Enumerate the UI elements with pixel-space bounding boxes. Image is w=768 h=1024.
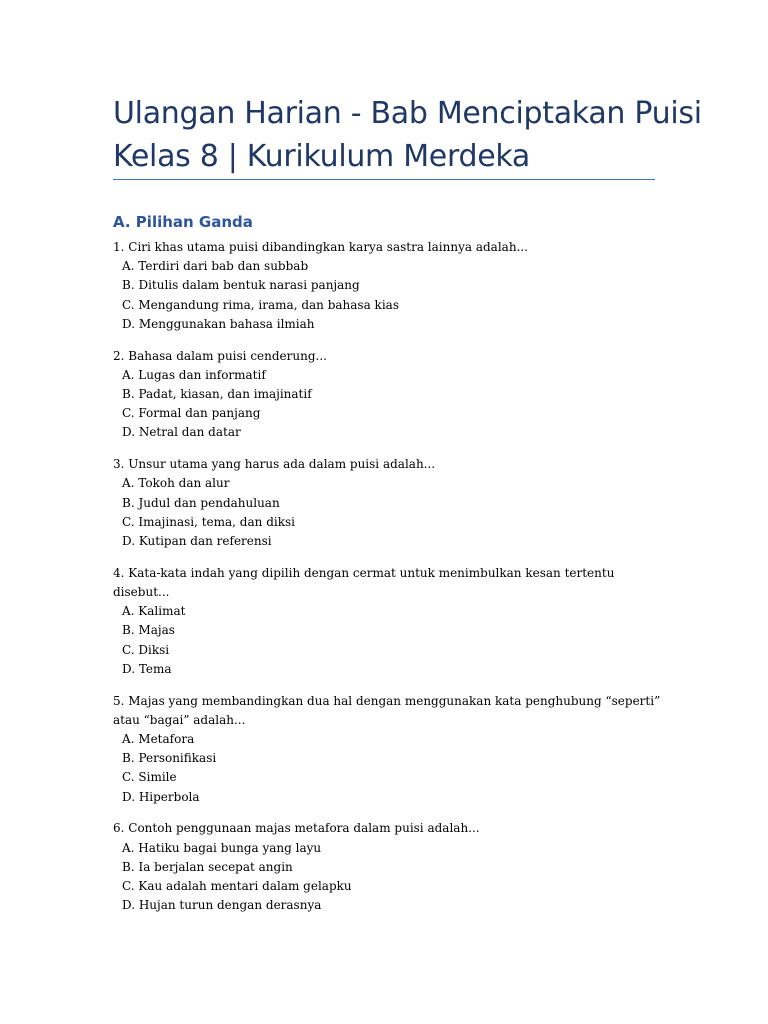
answer-option: C. Simile: [122, 770, 177, 785]
answer-option: D. Tema: [122, 661, 172, 676]
answer-option: B. Padat, kiasan, dan imajinatif: [122, 387, 312, 402]
answer-option: C. Imajinasi, tema, dan diksi: [122, 514, 295, 529]
title-divider: [113, 179, 655, 180]
title-line-2: Kelas 8 | Kurikulum Merdeka: [113, 139, 530, 174]
answer-option: C. Formal dan panjang: [122, 406, 261, 421]
question-4: [113, 564, 673, 679]
question-text: 4. Kata-kata indah yang dipilih dengan cermat untuk menimbulkan kesan tertentu disebut...: [113, 565, 615, 600]
answer-option: D. Kutipan dan referensi: [122, 534, 272, 549]
answer-option: A. Terdiri dari bab dan subbab: [122, 259, 309, 274]
answer-option: A. Kalimat: [122, 604, 186, 619]
answer-option: A. Lugas dan informatif: [122, 367, 266, 382]
answer-option: D. Hujan turun dengan derasnya: [122, 898, 322, 913]
section-heading: A. Pilihan Ganda: [113, 213, 253, 231]
question-text: 3. Unsur utama yang harus ada dalam puisi adalah...: [113, 457, 436, 472]
answer-option: B. Judul dan pendahuluan: [122, 495, 280, 510]
question-text: 5. Majas yang membandingkan dua hal dengan menggunakan kata penghubung “seperti” atau “bagai” adalah...: [113, 693, 661, 727]
question-5: [113, 692, 673, 807]
answer-option: A. Metafora: [122, 732, 195, 747]
question-text: 2. Bahasa dalam puisi cenderung...: [113, 348, 327, 363]
page-title: [113, 92, 702, 178]
title-line-1: Ulangan Harian - Bab Menciptakan Puisi: [113, 96, 702, 131]
answer-options: [113, 602, 673, 679]
question-6: [113, 819, 673, 915]
answer-option: D. Netral dan datar: [122, 425, 241, 440]
answer-option: B. Majas: [122, 623, 175, 638]
answer-option: C. Diksi: [122, 642, 170, 657]
question-text: 1. Ciri khas utama puisi dibandingkan karya sastra lainnya adalah...: [113, 240, 528, 254]
question-3: [113, 455, 673, 551]
question-list: [113, 238, 673, 928]
question-2: [113, 347, 673, 443]
answer-option: B. Ditulis dalam bentuk narasi panjang: [122, 278, 360, 293]
answer-options: [113, 474, 673, 551]
question-text: 6. Contoh penggunaan majas metafora dalam puisi adalah...: [113, 821, 480, 836]
answer-option: B. Ia berjalan secepat angin: [122, 859, 293, 874]
answer-option: A. Hatiku bagai bunga yang layu: [122, 840, 322, 855]
answer-options: [113, 257, 673, 334]
answer-option: C. Mengandung rima, irama, dan bahasa kias: [122, 297, 399, 312]
answer-options: [113, 366, 673, 443]
answer-options: [113, 839, 673, 916]
answer-option: D. Hiperbola: [122, 789, 200, 804]
answer-option: A. Tokoh dan alur: [122, 476, 230, 491]
answer-option: B. Personifikasi: [122, 751, 217, 766]
answer-option: C. Kau adalah mentari dalam gelapku: [122, 879, 352, 894]
question-1: [113, 238, 673, 334]
answer-option: D. Menggunakan bahasa ilmiah: [122, 316, 315, 331]
answer-options: [113, 730, 673, 807]
